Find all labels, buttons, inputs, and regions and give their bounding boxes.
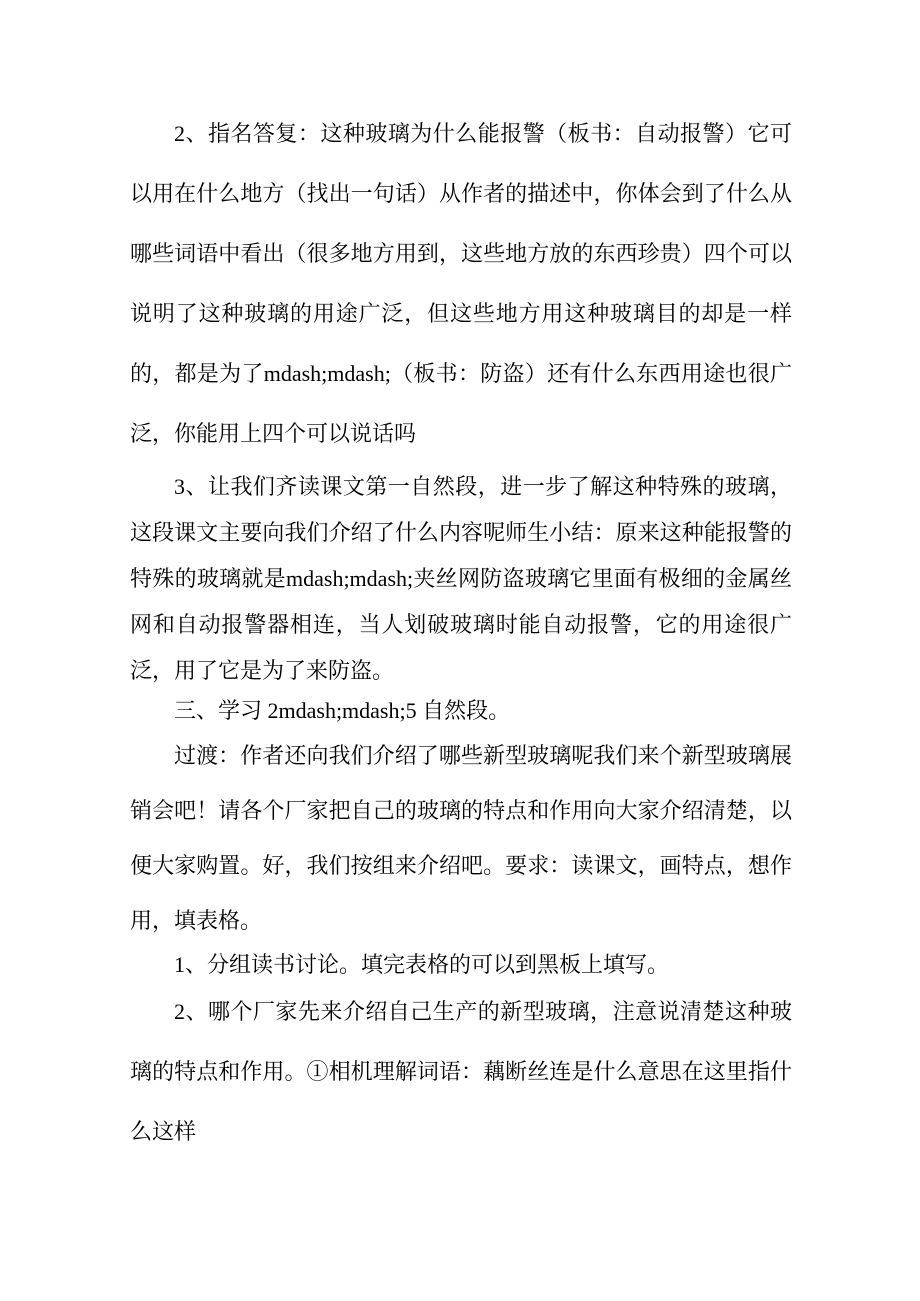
paragraph: 三、学习 2mdash;mdash;5 自然段。 xyxy=(174,698,511,723)
document-body xyxy=(130,104,792,1162)
paragraph: 2、指名答复：这种玻璃为什么能报警（板书：自动报警）它可以用在什么地方（找出一句话）从作者的描述中，你体会到了什么从哪些词语中看出（很多地方用到，这些地方放的东西珍贵）四个可以说明了这种玻璃的用途广泛，但这些地方用这种玻璃目的却是一样的，都是为了mdash;mdash;（板书：防盗）还有什么东西用途也很广泛，你能用上四个可以说话吗 xyxy=(130,121,792,446)
paragraph: 2、哪个厂家先来介绍自己生产的新型玻璃，注意说清楚这种玻璃的特点和作用。①相机理解词语：藕断丝连是什么意思在这里指什么这样 xyxy=(130,999,792,1144)
paragraph: 1、分组读书讨论。填完表格的可以到黑板上填写。 xyxy=(174,952,670,977)
paragraph: 过渡：作者还向我们介绍了哪些新型玻璃呢我们来个新型玻璃展销会吧！请各个厂家把自己的玻璃的特点和作用向大家介绍清楚，以便大家购置。好，我们按组来介绍吧。要求：读课文，画特点，想作用，填表格。 xyxy=(130,743,792,933)
paragraph: 3、让我们齐读课文第一自然段，进一步了解这种特殊的玻璃，这段课文主要向我们介绍了什么内容呢师生小结：原来这种能报警的特殊的玻璃就是mdash;mdash;夹丝网防盗玻璃它里面有极细的金属丝网和自动报警器相连，当人划破玻璃时能自动报警，它的用途很广泛，用了它是为了来防盗。 xyxy=(130,474,792,683)
